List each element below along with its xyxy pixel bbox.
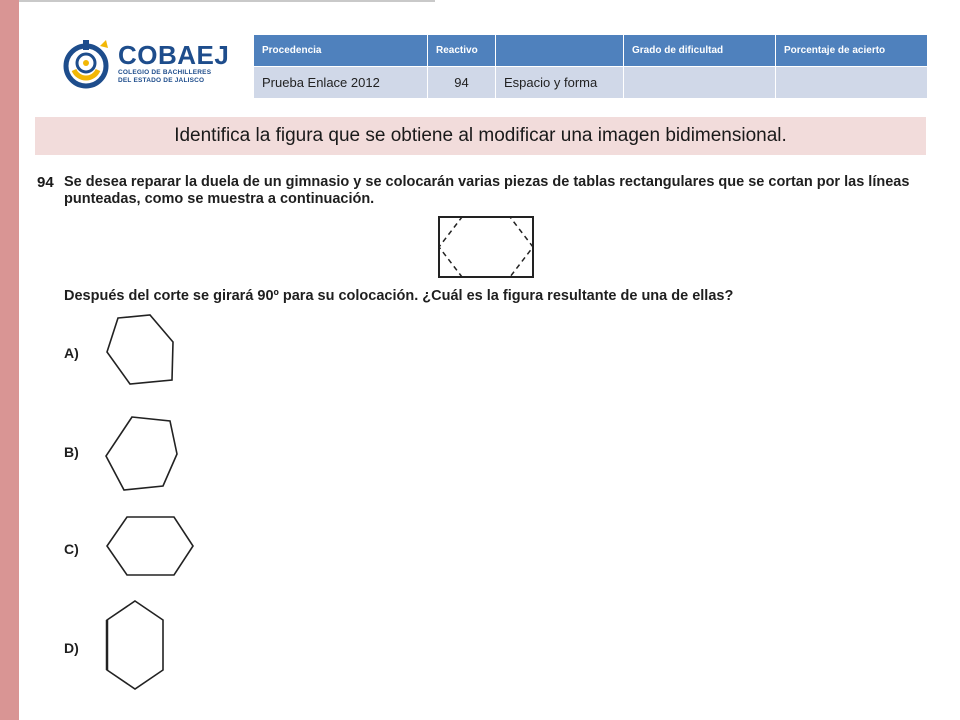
objective-banner: Identifica la figura que se obtiene al modificar una imagen bidimensional.	[35, 117, 926, 155]
cobaej-logo	[56, 36, 230, 96]
header-porcentaje-acierto: Porcentaje de acierto	[776, 35, 928, 67]
header-empty	[496, 35, 624, 67]
cell-reactivo: 94	[428, 67, 496, 99]
question-prompt: Después del corte se girará 90º para su colocación. ¿Cuál es la figura resultante de una de ellas?	[64, 288, 734, 304]
header-reactivo: Reactivo	[428, 35, 496, 67]
horizontal-hexagon-icon[interactable]	[104, 514, 196, 578]
question-text: Se desea reparar la duela de un gimnasio y se colocarán varias piezas de tablas rectangulares que se cortan por las líneas punteadas, como se muestra a continuación.	[64, 174, 910, 207]
vertical-hexagon-icon[interactable]	[102, 598, 168, 692]
table-row	[254, 67, 928, 99]
option-c-label[interactable]: C)	[64, 541, 79, 557]
left-accent-bar	[0, 0, 19, 720]
cell-tema: Espacio y forma	[496, 67, 624, 99]
item-info-table	[253, 34, 928, 99]
table-header-row	[254, 35, 928, 67]
brand-name: COBAEJ	[118, 40, 230, 70]
top-divider	[19, 0, 435, 2]
cobaej-emblem-icon	[60, 36, 116, 92]
option-a-label[interactable]: A)	[64, 345, 79, 361]
question-number: 94	[37, 174, 54, 191]
option-b-label[interactable]: B)	[64, 444, 79, 460]
brand-subtitle-line1: COLEGIO DE BACHILLERES	[118, 69, 212, 76]
option-d-label[interactable]: D)	[64, 640, 79, 656]
brand-subtitle-line2: DEL ESTADO DE JALISCO	[118, 77, 205, 84]
cell-grado-dificultad	[624, 67, 776, 99]
header-grado-dificultad: Grado de dificultad	[624, 35, 776, 67]
irregular-hexagon-b-icon[interactable]	[100, 414, 184, 494]
header-procedencia: Procedencia	[254, 35, 428, 67]
cell-porcentaje-acierto	[776, 67, 928, 99]
rectangle-with-dashed-hexagon-icon	[436, 214, 536, 280]
irregular-hexagon-a-icon[interactable]	[100, 312, 180, 388]
brand-subtitle	[118, 69, 228, 85]
cell-procedencia: Prueba Enlace 2012	[254, 67, 428, 99]
